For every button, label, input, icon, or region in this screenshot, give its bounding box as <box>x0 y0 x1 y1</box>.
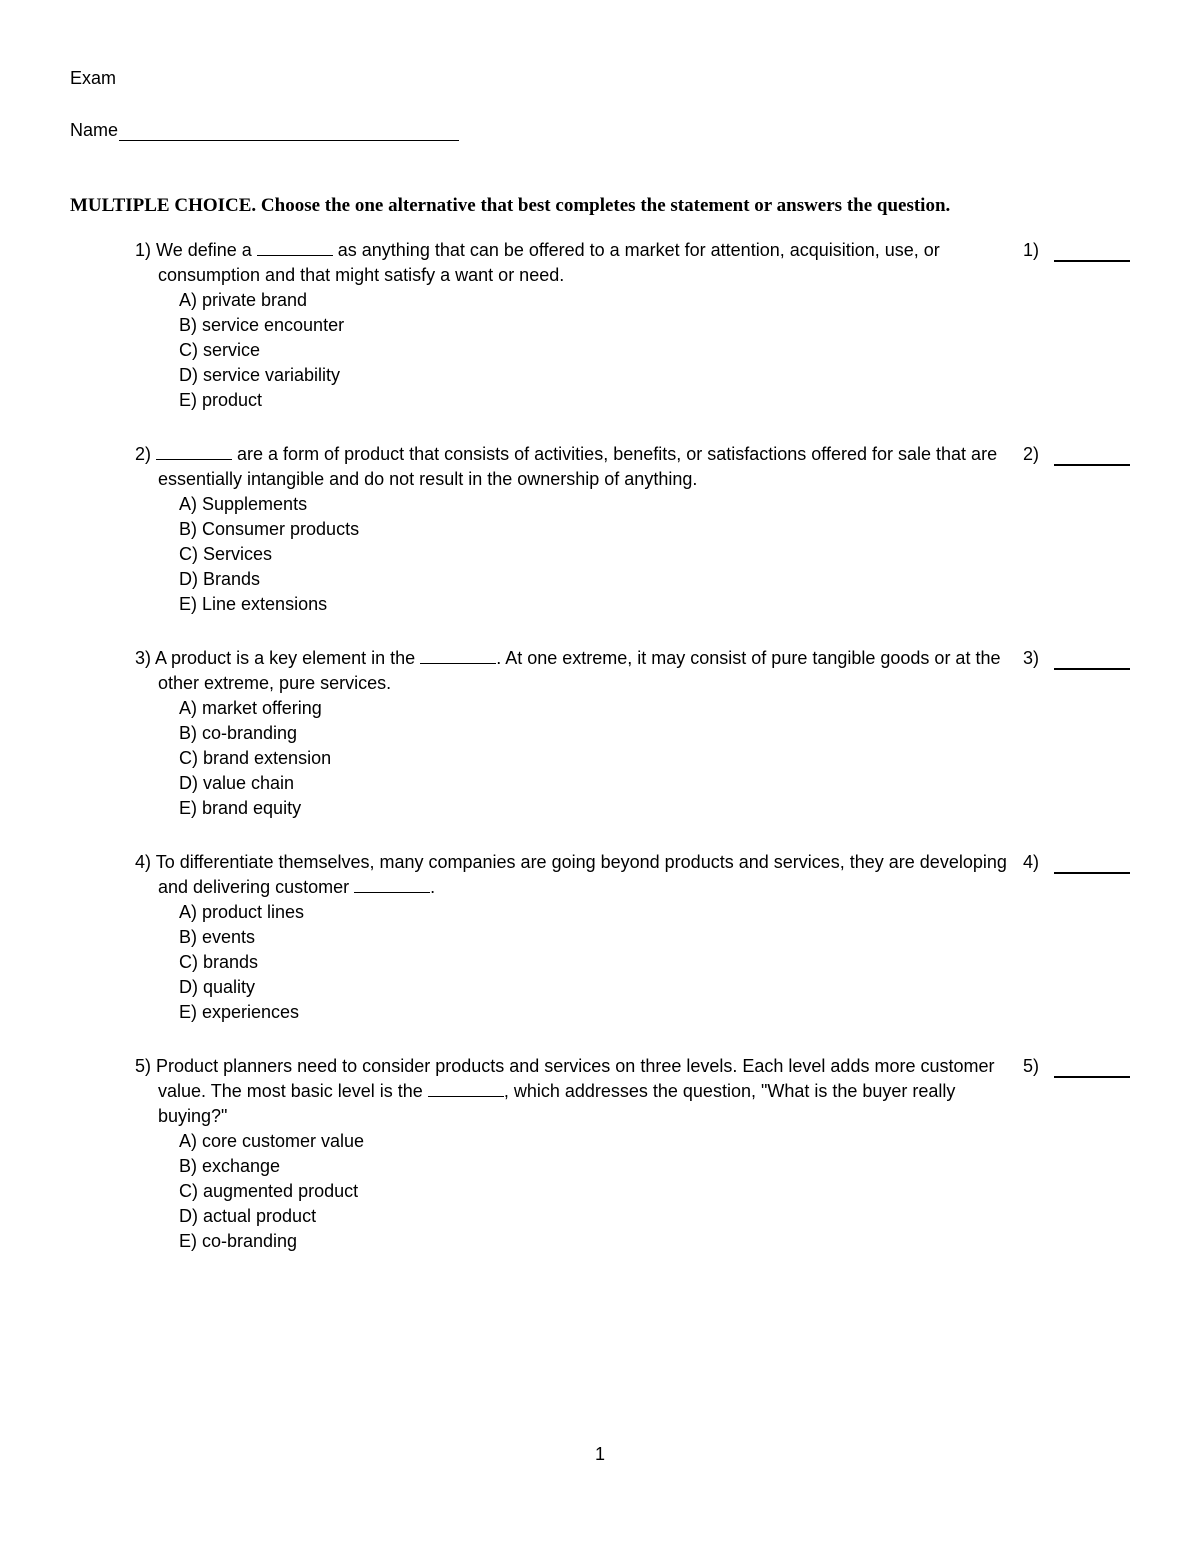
option-b: B) exchange <box>179 1156 281 1176</box>
question-text-after: as anything that can be offered to a market for attention, acquisition, use, or consumption and that might satisfy a want or need. <box>158 240 940 285</box>
name-blank-line <box>119 122 459 141</box>
option-e: E) Line extensions <box>179 594 328 614</box>
option-list <box>135 492 1135 617</box>
exam-title: Exam <box>70 68 117 88</box>
option-b: B) Consumer products <box>179 519 360 539</box>
option-a: A) Supplements <box>179 494 308 514</box>
question-text-before: A product is a key element in the <box>155 648 421 668</box>
option-c: C) Services <box>179 544 273 564</box>
question-list <box>135 238 1135 1283</box>
question-text <box>135 850 1008 900</box>
option-c: C) augmented product <box>179 1181 359 1201</box>
question-text-before: To differentiate themselves, many companies are going beyond products and services, they are developing and delivering customer <box>155 852 1007 897</box>
option-d: D) actual product <box>179 1206 317 1226</box>
question-number: 4) <box>135 852 152 872</box>
fill-in-blank <box>156 443 232 460</box>
question-3 <box>135 646 1135 821</box>
option-a: A) product lines <box>179 902 305 922</box>
option-c: C) brand extension <box>179 748 332 768</box>
question-text <box>135 646 1008 696</box>
name-label: Name <box>70 120 119 140</box>
answer-number: 1) <box>1023 240 1040 260</box>
option-d: D) Brands <box>179 569 261 589</box>
option-e: E) product <box>179 390 263 410</box>
option-b: B) service encounter <box>179 315 345 335</box>
fill-in-blank <box>257 239 333 256</box>
question-text-after: are a form of product that consists of activities, benefits, or satisfactions offered for sale that are essentially intangible and do not result in the ownership of anything. <box>158 444 998 489</box>
page-number: 1 <box>594 1444 605 1464</box>
answer-number: 2) <box>1023 444 1040 464</box>
option-e: E) brand equity <box>179 798 302 818</box>
answer-number: 3) <box>1023 648 1040 668</box>
question-text-after: , which addresses the question, "What is the buyer really buying?" <box>158 1081 956 1126</box>
question-text <box>135 238 1008 288</box>
option-b: B) co-branding <box>179 723 298 743</box>
name-row <box>70 120 459 141</box>
question-1 <box>135 238 1135 413</box>
answer-line <box>1054 464 1130 466</box>
option-list <box>135 1129 1135 1254</box>
option-c: C) brands <box>179 952 259 972</box>
answer-line <box>1054 668 1130 670</box>
question-number: 3) <box>135 648 152 668</box>
question-text-after: . <box>430 877 436 897</box>
option-d: D) value chain <box>179 773 295 793</box>
option-d: D) service variability <box>179 365 341 385</box>
option-b: B) events <box>179 927 256 947</box>
answer-line <box>1054 260 1130 262</box>
question-text <box>135 1054 1008 1129</box>
question-number: 1) <box>135 240 152 260</box>
option-e: E) experiences <box>179 1002 300 1022</box>
question-4 <box>135 850 1135 1025</box>
question-5 <box>135 1054 1135 1254</box>
question-2 <box>135 442 1135 617</box>
option-a: A) market offering <box>179 698 322 718</box>
question-text-after: . At one extreme, it may consist of pure tangible goods or at the other extreme, pure services. <box>158 648 1001 693</box>
answer-number: 5) <box>1023 1056 1040 1076</box>
option-a: A) private brand <box>179 290 308 310</box>
option-list <box>135 288 1135 413</box>
instructions: MULTIPLE CHOICE. Choose the one alternative that best completes the statement or answers the question. <box>70 195 951 216</box>
question-text-before: We define a <box>156 240 257 260</box>
option-e: E) co-branding <box>179 1231 298 1251</box>
question-number: 2) <box>135 444 152 464</box>
option-a: A) core customer value <box>179 1131 365 1151</box>
fill-in-blank <box>428 1080 504 1097</box>
question-text <box>135 442 1008 492</box>
fill-in-blank <box>354 876 430 893</box>
fill-in-blank <box>420 647 496 664</box>
answer-line <box>1054 872 1130 874</box>
option-list <box>135 696 1135 821</box>
question-number: 5) <box>135 1056 152 1076</box>
question-text-before: Product planners need to consider products and services on three levels. Each level adds more customer value. The most basic level is the <box>156 1056 995 1101</box>
option-list <box>135 900 1135 1025</box>
option-c: C) service <box>179 340 261 360</box>
option-d: D) quality <box>179 977 256 997</box>
answer-line <box>1054 1076 1130 1078</box>
answer-number: 4) <box>1023 852 1040 872</box>
